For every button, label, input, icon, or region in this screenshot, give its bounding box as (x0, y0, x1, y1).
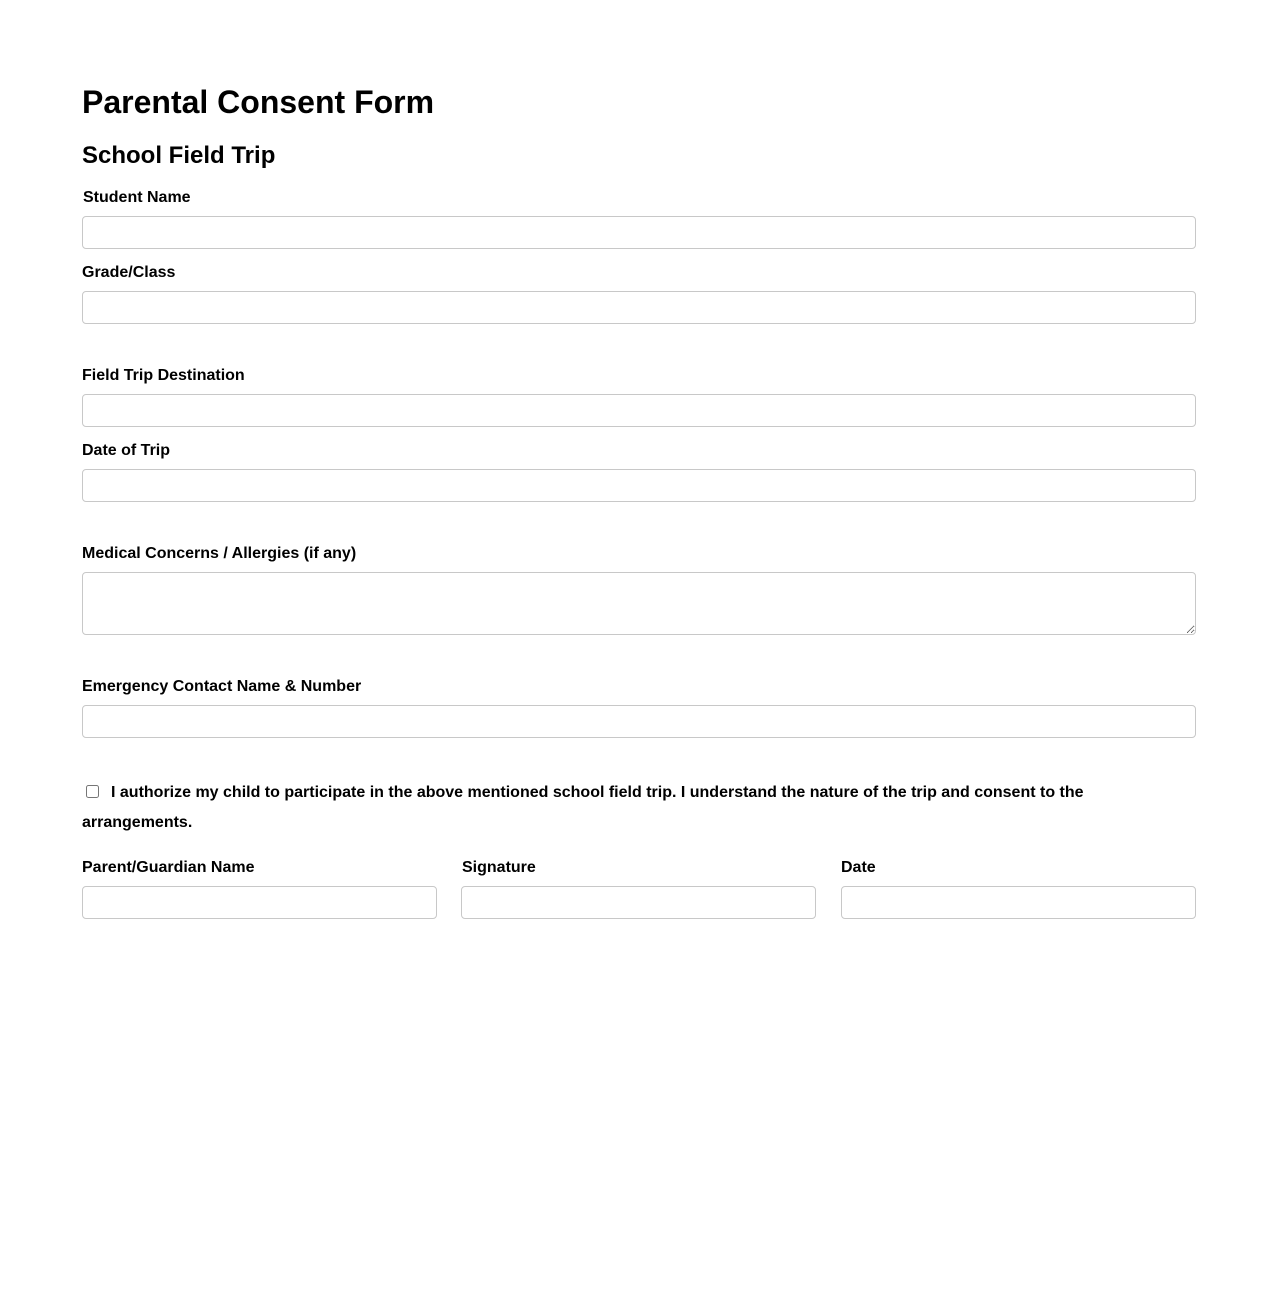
page-subtitle: School Field Trip (82, 142, 276, 169)
trip-date-label: Date of Trip (82, 442, 171, 459)
medical-label: Medical Concerns / Allergies (if any) (82, 545, 357, 562)
emergency-contact-input[interactable] (82, 705, 1196, 738)
parent-name-input[interactable] (82, 886, 437, 919)
consent-checkbox[interactable] (86, 785, 99, 798)
student-name-label: Student Name (83, 189, 191, 206)
destination-label: Field Trip Destination (82, 367, 245, 384)
student-name-input[interactable] (82, 216, 1196, 249)
signature-input[interactable] (461, 886, 816, 919)
signature-label: Signature (462, 859, 536, 876)
grade-class-label: Grade/Class (82, 264, 176, 281)
emergency-contact-label: Emergency Contact Name & Number (82, 678, 362, 695)
date-label: Date (841, 859, 876, 876)
consent-text: I authorize my child to participate in the above mentioned school field trip. I understand the nature of the trip and consent to the arrangements. (82, 784, 1084, 831)
medical-textarea[interactable] (82, 572, 1196, 635)
grade-class-input[interactable] (82, 291, 1196, 324)
date-input[interactable] (841, 886, 1196, 919)
parent-name-label: Parent/Guardian Name (82, 859, 255, 876)
consent-statement (82, 778, 1196, 838)
destination-input[interactable] (82, 394, 1196, 427)
trip-date-input[interactable] (82, 469, 1196, 502)
page-title: Parental Consent Form (82, 84, 435, 120)
